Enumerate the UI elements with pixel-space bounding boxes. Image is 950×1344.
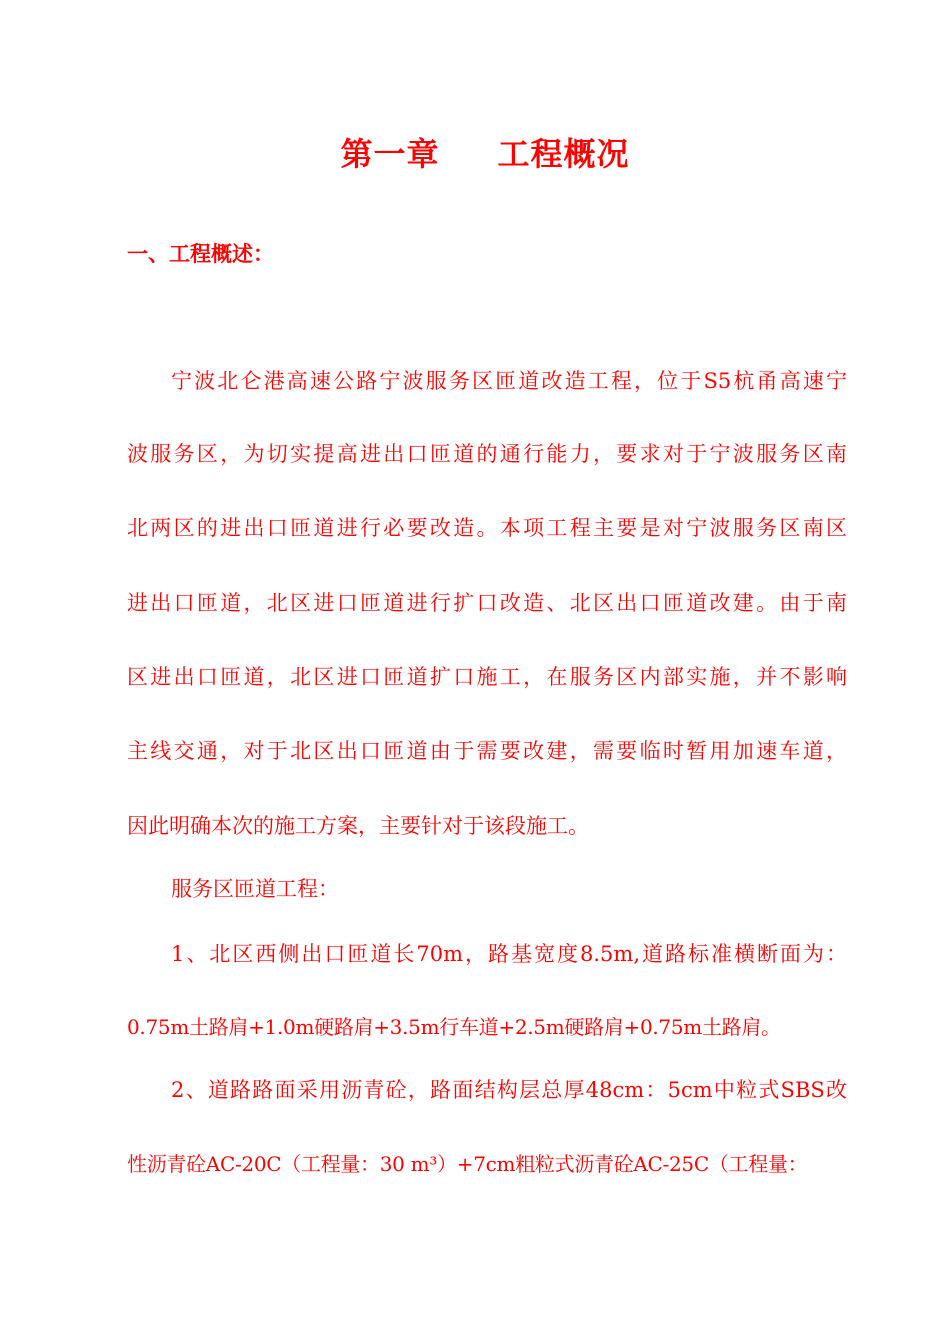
- chapter-label: 第一章: [340, 135, 440, 173]
- paragraph-line: 主线交通，对于北区出口匝道由于需要改建，需要临时暂用加速车道，: [127, 739, 847, 763]
- paragraph-line: 0.75m土路肩+1.0m硬路肩+3.5m行车道+2.5m硬路肩+0.75m土路肩。: [127, 1015, 781, 1039]
- paragraph-line: 因此明确本次的施工方案，主要针对于该段施工。: [127, 814, 589, 838]
- paragraph-line: 进出口匝道，北区进口匝道进行扩口改造、北区出口匝道改建。由于南: [127, 591, 847, 615]
- paragraph-line: 区进出口匝道，北区进口匝道扩口施工，在服务区内部实施，并不影响: [127, 665, 847, 689]
- paragraph-line: 性沥青砼AC-20C（工程量：30 m³）+7cm粗粒式沥青砼AC-25C（工程量：: [127, 1152, 808, 1176]
- chapter-title: [0, 132, 950, 176]
- paragraph-line: 宁波北仑港高速公路宁波服务区匝道改造工程，位于S5杭甬高速宁: [171, 369, 847, 393]
- paragraph-line: 服务区匝道工程：: [171, 877, 339, 901]
- paragraph-line: 1、北区西侧出口匝道长70m，路基宽度8.5m,道路标准横断面为：: [171, 942, 847, 966]
- chapter-name: 工程概况: [497, 135, 630, 173]
- paragraph-line: 2、道路路面采用沥青砼，路面结构层总厚48cm：5cm中粒式SBS改: [171, 1078, 847, 1102]
- paragraph-line: 波服务区，为切实提高进出口匝道的通行能力，要求对于宁波服务区南: [127, 442, 847, 466]
- paragraph-line: 北两区的进出口匝道进行必要改造。本项工程主要是对宁波服务区南区: [127, 516, 847, 540]
- section-heading: 一、工程概述：: [127, 242, 274, 266]
